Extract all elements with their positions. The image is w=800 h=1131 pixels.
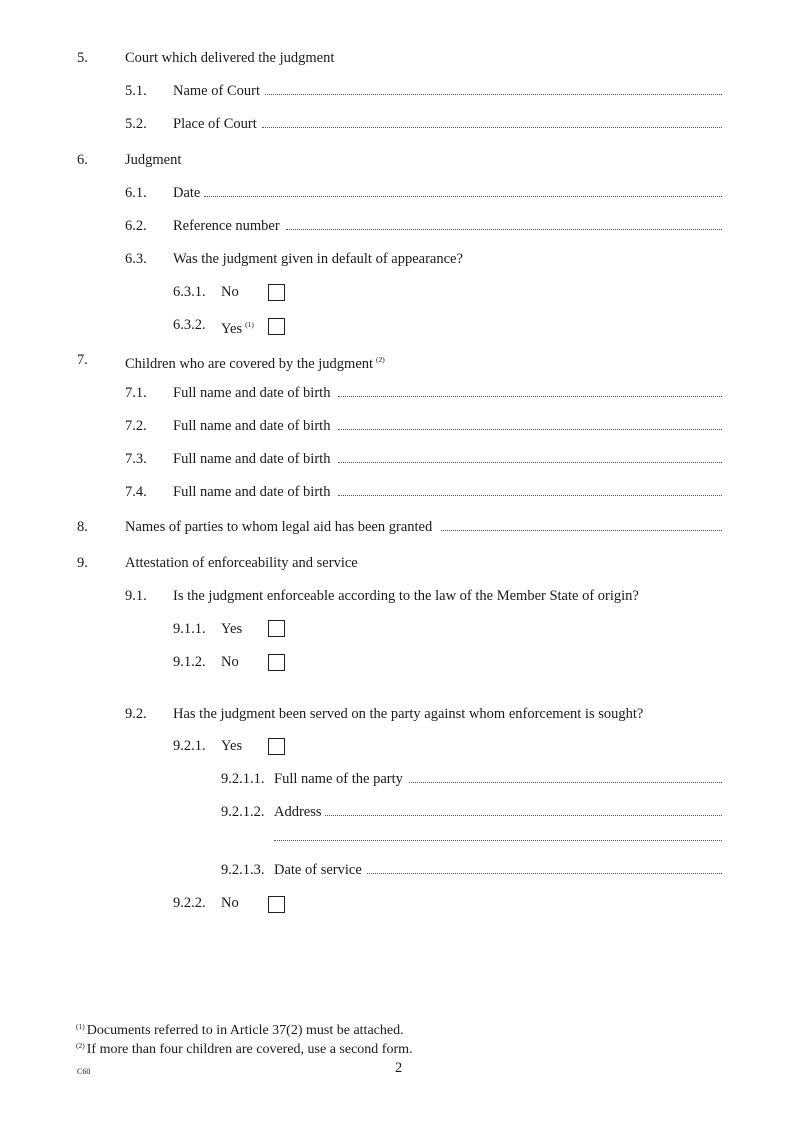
option-label: No bbox=[221, 284, 239, 300]
subitem-number: 9.2.1.3. bbox=[221, 862, 265, 878]
judgment-date-field[interactable] bbox=[204, 196, 722, 197]
option-label: Yes $^{(1)}$ bbox=[221, 320, 254, 337]
reference-number-field[interactable] bbox=[286, 229, 722, 230]
section-title: Attestation of enforceability and service bbox=[125, 555, 358, 571]
form-code: C60 bbox=[77, 1067, 91, 1076]
place-of-court-label: Place of Court bbox=[173, 116, 257, 132]
section-number: 6. bbox=[77, 152, 88, 168]
option-number: 9.2.1. bbox=[173, 738, 206, 754]
child-label: Full name and date of birth bbox=[173, 451, 331, 467]
section-number: 7. bbox=[77, 352, 88, 368]
option-number: 6.3.1. bbox=[173, 284, 206, 300]
section-title: Judgment bbox=[125, 152, 182, 168]
child-label: Full name and date of birth bbox=[173, 418, 331, 434]
date-of-service-label: Date of service bbox=[274, 862, 362, 878]
address-field[interactable] bbox=[325, 815, 722, 816]
legal-aid-field[interactable] bbox=[441, 530, 722, 531]
item-number: 6.2. bbox=[125, 218, 147, 234]
item-number: 6.3. bbox=[125, 251, 147, 267]
footnote: $^{(1)}$ Documents referred to in Article 37(2) must be attached. bbox=[76, 1022, 404, 1038]
footnote-ref: (1) bbox=[245, 320, 254, 329]
footnote-ref: (2) bbox=[376, 355, 385, 364]
child-label: Full name and date of birth bbox=[173, 385, 331, 401]
default-yes-checkbox[interactable] bbox=[268, 318, 285, 335]
child-field[interactable] bbox=[338, 396, 722, 397]
item-number: 7.3. bbox=[125, 451, 147, 467]
option-number: 9.1.1. bbox=[173, 621, 206, 637]
address-label: Address bbox=[274, 804, 322, 820]
subitem-number: 9.2.1.1. bbox=[221, 771, 265, 787]
served-no-checkbox[interactable] bbox=[268, 896, 285, 913]
name-of-court-label: Name of Court bbox=[173, 83, 260, 99]
item-number: 5.1. bbox=[125, 83, 147, 99]
option-label: Yes bbox=[221, 738, 243, 754]
section-number: 5. bbox=[77, 50, 88, 66]
section-number: 8. bbox=[77, 519, 88, 535]
option-number: 6.3.2. bbox=[173, 317, 206, 333]
section-number: 9. bbox=[77, 555, 88, 571]
child-field[interactable] bbox=[338, 495, 722, 496]
served-question: Has the judgment been served on the party against whom enforcement is sought? bbox=[173, 706, 644, 722]
enforceable-question: Is the judgment enforceable according to the law of the Member State of origin? bbox=[173, 588, 639, 604]
enforceable-no-checkbox[interactable] bbox=[268, 654, 285, 671]
enforceable-yes-checkbox[interactable] bbox=[268, 620, 285, 637]
child-field[interactable] bbox=[338, 462, 722, 463]
default-question: Was the judgment given in default of appearance? bbox=[173, 251, 463, 267]
item-number: 6.1. bbox=[125, 185, 147, 201]
party-name-label: Full name of the party bbox=[274, 771, 403, 787]
section-title: Court which delivered the judgment bbox=[125, 50, 335, 66]
page-number: 2 bbox=[395, 1060, 403, 1076]
item-number: 9.1. bbox=[125, 588, 147, 604]
address-field-line2[interactable] bbox=[274, 840, 722, 841]
name-of-court-field[interactable] bbox=[265, 94, 722, 95]
party-name-field[interactable] bbox=[409, 782, 722, 783]
item-number: 9.2. bbox=[125, 706, 147, 722]
item-number: 7.2. bbox=[125, 418, 147, 434]
reference-number-label: Reference number bbox=[173, 218, 280, 234]
footnote: $^{(2)}$ If more than four children are covered, use a second form. bbox=[76, 1041, 413, 1057]
option-label: No bbox=[221, 895, 239, 911]
subitem-number: 9.2.1.2. bbox=[221, 804, 265, 820]
item-number: 5.2. bbox=[125, 116, 147, 132]
place-of-court-field[interactable] bbox=[262, 127, 722, 128]
option-label: Yes bbox=[221, 621, 243, 637]
option-label: No bbox=[221, 654, 239, 670]
section-title: Children who are covered by the judgment $^{(2)}$ bbox=[125, 355, 385, 372]
date-of-service-field[interactable] bbox=[367, 873, 722, 874]
judgment-date-label: Date bbox=[173, 185, 201, 201]
item-number: 7.1. bbox=[125, 385, 147, 401]
served-yes-checkbox[interactable] bbox=[268, 738, 285, 755]
option-number: 9.2.2. bbox=[173, 895, 206, 911]
default-no-checkbox[interactable] bbox=[268, 284, 285, 301]
item-number: 7.4. bbox=[125, 484, 147, 500]
child-field[interactable] bbox=[338, 429, 722, 430]
child-label: Full name and date of birth bbox=[173, 484, 331, 500]
option-number: 9.1.2. bbox=[173, 654, 206, 670]
legal-aid-label: Names of parties to whom legal aid has been granted bbox=[125, 519, 433, 535]
